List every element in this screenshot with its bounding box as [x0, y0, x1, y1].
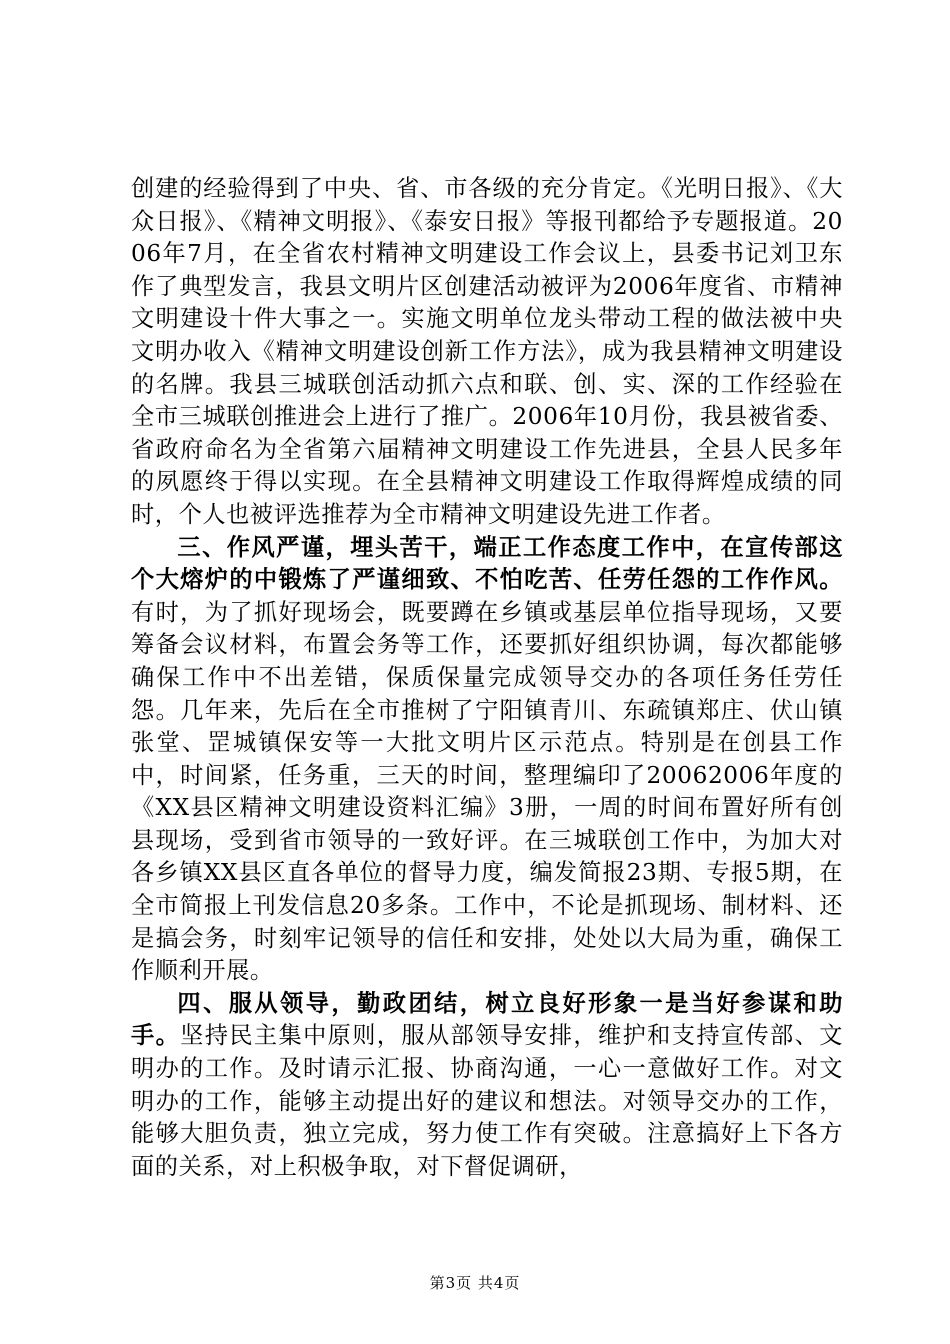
paragraph-text: 创建的经验得到了中央、省、市各级的充分肯定。《光明日报》、《大众日报》、《精神文明报》、《泰安日报》等报刊都给予专题报道。2006年7月，在全省农村精神文明建设工作会议上，县委书记刘卫东作了典型发言，我县文明片区创建活动被评为2006年度省、市精神文明建设十件大事之一。实施文明单位龙头带动工程的做法被中央文明办收入《精神文明建设创新工作方法》，成为我县精神文明建设的名牌。我县三城联创活动抓六点和联、创、实、深的工作经验在全市三城联创推进会上进行了推广。2006年10月份，我县被省委、省政府命名为全省第六届精神文明建设工作先进县，全县人民多年的夙愿终于得以实现。在全县精神文明建设工作取得辉煌成绩的同时，个人也被评选推荐为全市精神文明建设先进工作者。: [131, 175, 843, 528]
section-heading: 三、作风严谨，埋头苦干，端正工作态度工作中，在宣传部这个大熔炉的中锻炼了严谨细致、不怕吃苦、任劳任怨的工作作风。: [131, 533, 843, 594]
section-heading: 四、服从领导，勤政团结，树立良好形象一是当好参谋和助手。: [131, 989, 843, 1050]
document-body: [131, 173, 843, 1183]
page-number-footer: 第3页 共4页: [429, 1274, 521, 1292]
paragraph-section-four: [131, 988, 843, 1184]
paragraph-section-three: [131, 532, 843, 988]
paragraph-text: 坚持民主集中原则，服从部领导安排，维护和支持宣传部、文明办的工作。及时请示汇报、协商沟通，一心一意做好工作。对文明办的工作，能够主动提出好的建议和想法。对领导交办的工作，能够大胆负责，独立完成，努力使工作有突破。注意搞好上下各方面的关系，对上积极争取，对下督促调研，: [131, 1022, 844, 1180]
paragraph-continuation: [131, 173, 843, 532]
paragraph-text: 有时，为了抓好现场会，既要蹲在乡镇或基层单位指导现场，又要筹备会议材料，布置会务等工作，还要抓好组织协调，每次都能够确保工作中不出差错，保质保量完成领导交办的各项任务任劳任怨。几年来，先后在全市推树了宁阳镇青川、东疏镇郑庄、伏山镇张堂、罡城镇保安等一大批文明片区示范点。特别是在创县工作中，时间紧，任务重，三天的时间，整理编印了20062006年度的《XX县区精神文明建设资料汇编》3册，一周的时间布置好所有创县现场，受到省市领导的一致好评。在三城联创工作中，为加大对各乡镇XX县区直各单位的督导力度，编发简报23期、专报5期，在全市简报上刊发信息20多条。工作中，不论是抓现场、制材料、还是搞会务，时刻牢记领导的信任和安排，处处以大局为重，确保工作顺利开展。: [131, 598, 843, 985]
